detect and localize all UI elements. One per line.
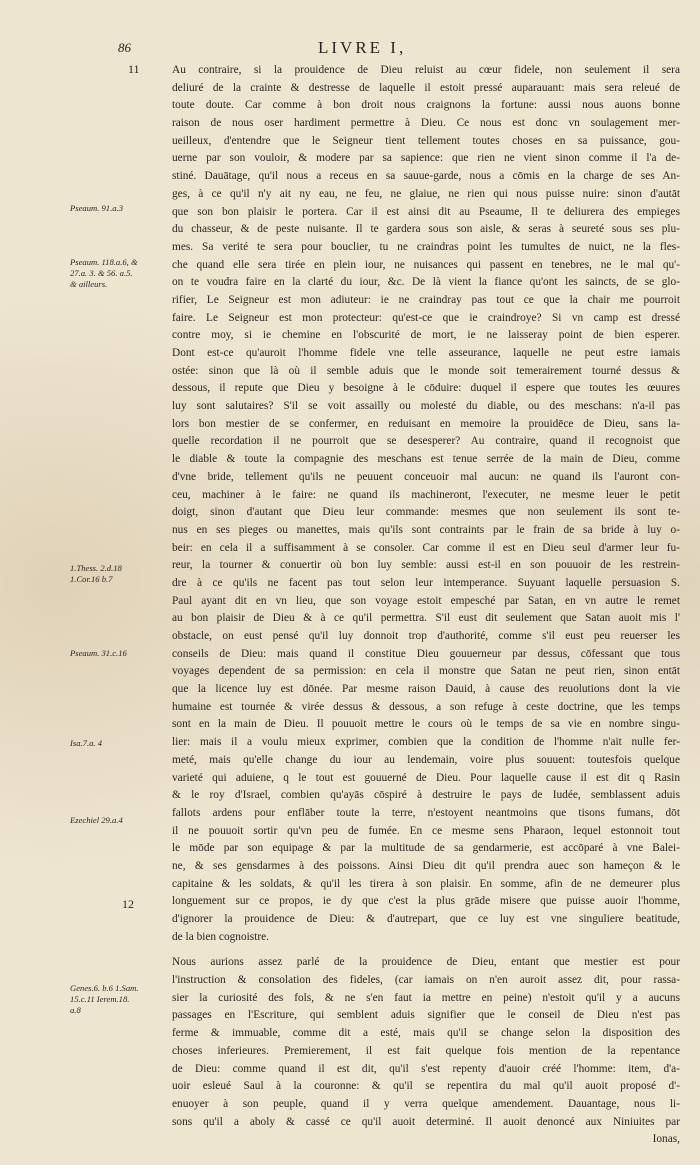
text-line: mes. Sa verité te sera pour bouclier, tu ne craindras point les tumultes de nuict, ne la fles- (172, 240, 680, 253)
margin-note: Pseaum. 118.a.6, & 27.a. 3. & 56. a.5. & ailleurs. (70, 257, 138, 289)
text-line: ceu, machiner à le faire: ne quand ils machineront, l'executer, ne mesme leuer le petit (172, 488, 680, 501)
text-line: passages en l'Escriture, qui semblent aduis signifier que le conseil de Dieu n'est pas (172, 1009, 680, 1022)
margin-note: Genes.6. b.6 1.Sam. 15.c.11 Ierem.18. a.8 (70, 983, 139, 1015)
text-line: lors bon mestier de se confermer, en reduisant en memoire la prouidēce de Dieu, sans la- (172, 417, 680, 430)
text-line: capitaine & les soldats, & qu'il les tirera à son plaisir. En somme, afin de ne demeurer plus (172, 877, 680, 890)
text-line: nus en ses pieges ou manettes, mais qu'ils sont contraints par le frain de sa bride à luy o- (172, 523, 680, 536)
text-line: sont en la main de Dieu. Il pouuoit mettre le cours où le temps de sa vie en nombre singu- (172, 718, 680, 731)
text-line: il ne pouuoit sortir qu'vn peu de fumée. En ce mesme sens Pharaon, lequel estonnoit tout (172, 824, 680, 837)
text-line: ges, à ce qu'il n'y ait ny eau, ne feu, ne glaiue, ne rien qui nous puisse nuire: sinon d'autāt (172, 187, 680, 200)
margin-note: Isa.7.a. 4 (70, 738, 102, 748)
text-line: doigt, sinon d'autant que Dieu leur commande: mesmes que non seulement ils sont te- (172, 506, 680, 519)
text-line: choses inferieures. Premierement, il est fait quelque fois mention de la repentance (172, 1044, 680, 1057)
text-line: uerne par son vouloir, & modere par sa sapience: que rien ne vient sinon comme il l'a de- (172, 152, 680, 165)
text-line: d'ignorer la prouidence de Dieu: & d'autrepart, que ce luy est vne singuliere beatitude, (172, 913, 680, 925)
text-line: raison de nous oser hardiment permettre à Dieu. Ce nous est donc vn soulagement mer- (172, 117, 680, 130)
text-line: Paul ayant dit en vn lieu, que son voyage estoit empesché par Satan, en vn autre le remet (172, 594, 680, 607)
text-line: uoir esleué Saul à la couronne: & qu'il se repentira du mal qu'il auoit proposé d'- (172, 1080, 680, 1093)
text-line: quelle recordation il ne pourroit que se desesperer? Au contraire, quand il recognoist que (172, 435, 680, 448)
text-line: beir: en cela il a suffisamment à se consoler. Car comme il est en Dieu seul d'armer leur fu- (172, 541, 680, 554)
text-line: Au contraire, si la prouidence de Dieu reluist au cœur fidele, non seulement il sera (172, 64, 680, 76)
text-line: de Dieu: comme quand il est dit, qu'il s'est repenty d'auoir créé l'homme: item, d'a- (172, 1062, 680, 1075)
text-line: du chasseur, & de peste nuisante. Il te gardera sous son aisle, & seras à seureté sous ses plu- (172, 223, 680, 236)
text-line: stiné. Dauātage, qu'il nous a receus en sa sauue-garde, nous a cōmis en la charge de ses An- (172, 170, 680, 183)
running-head: LIVRE I, (318, 38, 407, 57)
text-line: le mōde par son equipage & par la multitude de sa gendarmerie, est accōparé à vne Balei- (172, 842, 680, 855)
text-line: obstacle, on eust pensé qu'il luy donnoit trop d'authorité, comme s'il eust peu reuerser les (172, 630, 680, 642)
text-line: conseils de Dieu: mais quand il constitue Dieu gouuerneur par dessus, cōfessant que tous (172, 647, 680, 660)
text-line: voyages dependent de sa permission: en cela il monstre que Satan ne peut rien, sinon entāt (172, 665, 680, 678)
text-line: luy sont salutaires? S'il se voit assailly ou molesté du diable, ou des meschans: n'a-il pas (172, 400, 680, 413)
text-line: ne, & ses gensdarmes à des poissons. Ainsi Dieu dit qu'il prendra auec son hameçon & le (172, 859, 680, 872)
text-line: fallots ardens pour enflāber toute la terre, n'estoyent neantmoins que tisons fumans, dōt (172, 806, 680, 819)
text-line: Dont est-ce qu'auroit l'homme fidele vne telle asseurance, laquelle ne peut estre iamais (172, 347, 680, 359)
margin-note: Pseaum. 91.a.3 (70, 203, 123, 213)
text-line: varieté qui aduiene, q le tout est gouuerné de Dieu. Pour laquelle cause il est dit q Rasin (172, 771, 680, 784)
margin-note: 1.Thess. 2.d.18 1.Cor.16 b.7 (70, 563, 122, 584)
text-line: le diable & toute la compagnie des meschans est tenue serrée de la main de Dieu, comme (172, 453, 680, 466)
text-line: dre à ce qu'ils ne facent pas tout selon leur intemperance. Suyuant laquelle persuasion S. (172, 576, 680, 589)
text-line: faire. Le Seigneur est mon protecteur: qu'est-ce que ie craindroye? Si vn camp est dressé (172, 311, 680, 324)
text-line: dessous, il repute que Dieu y besoigne à le cōduire: duquel il espere que toutes les œuures (172, 382, 680, 395)
body-text (172, 62, 680, 1149)
text-line: & le roy d'Israel, combien qu'ayās cōspiré à destruire le pays de Iudée, semblassent aduis (172, 789, 680, 802)
text-line: enuoyer à son peuple, quand il y verra quelque amendement. Dauantage, nous li- (172, 1097, 680, 1110)
text-line: sons qu'il a aboly & cassé ce qu'il auoit determiné. Il auoit denoncé aux Niniuites par (172, 1115, 680, 1128)
margin-note: Pseaum. 31.c.16 (70, 648, 127, 658)
text-line: longuement sur ce propos, ie dy que c'est la plus grāde misere que puisse auoir l'homme, (172, 895, 680, 908)
margin-note: Ezechiel 29.a.4 (70, 815, 123, 825)
text-line: on te voudra faire en la clarté du iour, &c. De là vient la fiance qu'ont les saincts, de se glo- (172, 276, 680, 289)
text-line: d'vne bride, tellement qu'ils ne peuuent conceuoir mal aucun: ne quand ils l'auront con- (172, 470, 680, 483)
catchword: Ionas, (652, 1133, 680, 1146)
text-line: reur, la tourner & conuertir où bon luy semble: aussi est-il en son pouuoir de les restrein- (172, 559, 680, 572)
text-line: que son bon plaisir le portera. Car il est ainsi dit au Pseaume, Il te deliurera des empieges (172, 205, 680, 218)
text-line: che quand elle sera tirée en plein iour, ne nuisances qui passent en tenebres, ne le mal qu'- (172, 258, 680, 271)
text-line: que la licence luy est dōnée. Par mesme raison Dauid, à cause des reuolutions dont la vie (172, 683, 680, 696)
text-line: au bon plaisir de Dieu & à ce qu'il permettra. S'il eust dit seulement que Satan auoit mis l' (172, 612, 680, 625)
text-line: sier la curiosité des fols, & ne s'en faut ia mettre en peine) n'estoit qu'il y a aucuns (172, 991, 680, 1004)
text-line: ueilleux, d'entendre que le Seigneur tient tellement toutes choses en sa puissance, gou- (172, 134, 680, 147)
text-line: deliuré de la crainte & destresse de laquelle il estoit pressé auparauant: mais sera releué de (172, 81, 680, 94)
text-line: rifier, Le Seigneur est mon adiuteur: ie ne craindray pas tout ce que la chair me pourroit (172, 293, 680, 306)
paragraph-gap (172, 946, 680, 954)
text-line: ferme & immuable, comme dit a esté, mais qu'il se change selon la disposition des (172, 1027, 680, 1040)
page-header (118, 40, 638, 60)
text-line: Nous aurions assez parlé de la prouidence de Dieu, entant que mestier est pour (172, 956, 680, 969)
text-line: de la bien cognoistre. (172, 930, 270, 943)
text-line: contre moy, si ie chemine en l'obscurité de mort, ie ne laisseray point de bien esperer. (172, 329, 680, 342)
text-line: lier: mais il a voulu mieux exprimer, combien que la condition de l'homme n'ait nulle fer- (172, 736, 680, 749)
text-line: humaine est tournée & virée dessus & dessous, a son refuge à ceste doctrine, que les temps (172, 700, 680, 713)
page-number: 86 (118, 40, 131, 55)
text-line: l'instruction & consolation des fideles, (car iamais on n'en auroit assez dit, pour rassa- (172, 974, 680, 987)
paragraph-number: 12 (122, 897, 134, 911)
paragraph-number: 11 (128, 62, 140, 76)
text-line: toute doute. Car comme à bon droit nous craignons la fortune: aussi nous auons bonne (172, 99, 680, 112)
text-line: ostée: sinon que là où il semble aduis que le monde soit temerairement tourné dessus & (172, 364, 680, 377)
text-line: meté, mais qu'elle change du iour au lendemain, voire plus souuent: toutesfois quelque (172, 753, 680, 766)
